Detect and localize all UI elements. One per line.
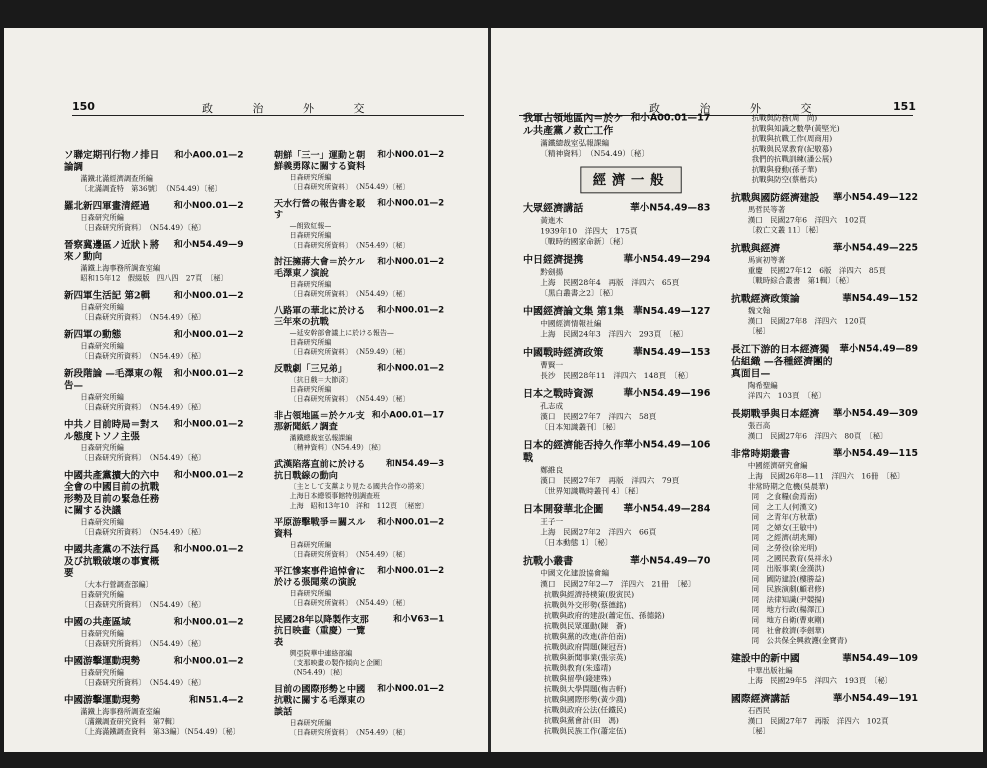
- call-number: 和小N00.01—2: [377, 684, 445, 694]
- catalog-entry: [523, 203, 710, 247]
- entry-detail: 〔日森研究所資料〕 （N54.49）〔秘〕: [289, 598, 410, 607]
- entry-detail: 〔日本知識叢刊〕〔秘〕: [540, 422, 621, 432]
- entry-detail: 石西民: [747, 706, 771, 716]
- series-volume: 抗戰與發動(孫子華): [751, 165, 818, 174]
- catalog-entry: [731, 192, 918, 235]
- entry-detail: 〔秘〕: [747, 727, 771, 736]
- call-number: 華小N54.49—89: [839, 343, 918, 355]
- catalog-entry: [274, 517, 444, 559]
- entry-title: 武漢陷落直前に於ける抗日戰線の動向: [274, 459, 366, 481]
- entry-detail: 非常時期之危機(吳晨華): [747, 482, 829, 491]
- entry-detail: 日森研究所編: [80, 213, 124, 222]
- catalog-entry: [274, 411, 444, 453]
- entry-detail: 〔滿鐵調查研究資料 第7輯〕: [80, 717, 180, 726]
- entry-detail: 日森研究所編: [289, 173, 332, 182]
- call-number: 華N54.49—109: [842, 653, 918, 664]
- call-number: 和小N00.01—2: [173, 368, 244, 379]
- entry-detail: （N54.49）〔秘〕: [289, 668, 347, 677]
- entry-detail: 中國文化建設協會編: [540, 569, 610, 578]
- entry-title: ソ聯定期刊行物ノ排日論調: [64, 150, 160, 173]
- series-volume: 同 之婦女(王敏中): [751, 523, 818, 532]
- entry-detail: 滿鐵總裁室弘報課編: [289, 433, 353, 442]
- entry-title: 新段階論 —毛澤東の報告—: [64, 368, 163, 392]
- entry-detail: 上海 民國24年3 洋四六 293頁 〔秘〕: [540, 330, 688, 339]
- catalog-entry: [274, 459, 444, 510]
- left-column-2: [274, 150, 444, 744]
- catalog-entry: [523, 440, 710, 496]
- series-volume: 抗戰與抗戰工作(周商用): [751, 134, 833, 143]
- entry-detail: 鄭維良: [540, 465, 564, 475]
- catalog-entry: [64, 656, 244, 688]
- entry-detail: 日森研究所編: [80, 518, 124, 527]
- entry-detail: 滿鐵總裁室弘報課編: [540, 138, 610, 148]
- catalog-entry: [64, 150, 244, 194]
- entry-detail: 漢口 民國27年6 洋四六 80頁 〔秘〕: [747, 431, 888, 441]
- entry-detail: 孔志成: [540, 401, 564, 411]
- entry-detail: 滿鐵上海事務所調查室編: [80, 707, 161, 716]
- entry-title: 中國共產黨擴大的六中全會の中國目前の抗戰形勢及目前の緊急任務に關する決議: [64, 470, 160, 517]
- catalog-entry: [731, 694, 918, 737]
- page-number: 150: [72, 100, 95, 113]
- entry-title: 中國共產黨の不法行爲及び抗戰破壞の事實概要: [64, 544, 160, 579]
- entry-title: 平江慘案事件追悼會に於ける張聞萊の演說: [274, 565, 366, 588]
- entry-title: 非占領地區＝於ケル支那新聞紙ノ調査: [274, 410, 365, 433]
- catalog-entry: [64, 201, 244, 233]
- entry-title: 抗戰與國防經濟建設: [731, 192, 820, 204]
- catalog-entry: [274, 150, 444, 192]
- entry-detail: 曹賢一: [540, 360, 564, 370]
- page-number: 151: [893, 100, 916, 113]
- catalog-entry: [64, 695, 244, 737]
- entry-detail: 王子一: [540, 517, 564, 527]
- entry-detail: 日森研究所編: [80, 629, 124, 638]
- entry-title: 非常時期叢書: [731, 448, 790, 460]
- call-number: 和小N00.01—2: [377, 517, 445, 527]
- catalog-entry: [64, 291, 244, 323]
- catalog-entry: [731, 408, 918, 441]
- running-title: 政 治 外 交: [202, 102, 383, 115]
- entry-detail: 上海 民國26年8—11 洋四六 16冊 〔秘〕: [747, 471, 905, 481]
- entry-title: 討汪擁蔣大會＝於ケル毛澤東ノ演說: [274, 256, 365, 279]
- entry-title: 目前の國際形勢と中國抗戰に關する毛澤東の談話: [274, 684, 366, 718]
- catalog-entry: [64, 330, 244, 362]
- catalog-entry: [731, 344, 918, 401]
- entry-detail: 〔大本行營調查部編〕: [80, 580, 153, 589]
- series-volume: 抗戰與黨的改進(許伯南): [544, 632, 627, 641]
- entry-detail: 〔日森研究所資料〕 （N54.49）〔秘〕: [289, 550, 410, 559]
- entry-detail: 中國經濟情報社編: [540, 319, 602, 329]
- entry-title: 中國の共產區域: [64, 617, 131, 628]
- series-volume: 同 地方行政(楊澤江): [751, 605, 825, 615]
- entry-detail: 〔日森研究所資料〕 （N54.49）〔秘〕: [289, 394, 410, 403]
- series-volume: 抗戰與新聞事業(張宗英): [544, 653, 627, 662]
- series-volume: 抗戰與留學(錢建殊): [544, 674, 612, 683]
- entry-title: 中國游擊運動現勢: [64, 695, 141, 706]
- series-volume: 抗戰與外交形勢(蔡德銘): [544, 600, 627, 610]
- catalog-entry: [274, 566, 444, 608]
- call-number: 華小N54.49—196: [623, 388, 711, 399]
- call-number: 華小N54.49—284: [623, 504, 711, 515]
- entry-detail: 漢口 民國27年6 洋四六 102頁: [747, 215, 867, 225]
- call-number: 和小N00.01—2: [377, 305, 445, 315]
- catalog-entry: [731, 293, 918, 336]
- series-volume: 抗戰與政府問題(陳冠吾): [544, 642, 627, 652]
- call-number: 和小A00.01—17: [630, 113, 711, 124]
- catalog-entry: [523, 254, 710, 298]
- call-number: 華N54.49—152: [842, 293, 918, 304]
- series-volume: 同 之勞役(徐光明): [751, 543, 818, 553]
- call-number: 華小N54.49—294: [623, 254, 711, 266]
- entry-title: 抗戰經濟政策論: [731, 293, 800, 305]
- entry-detail: 〔日本動態 1〕〔秘〕: [540, 538, 613, 548]
- series-volume: 同 之食糧(俞焉南): [751, 492, 818, 501]
- entry-detail: 日森研究所編: [289, 718, 332, 727]
- catalog-entry: [274, 305, 444, 356]
- entry-title: 反戰劇「三兄弟」: [274, 363, 347, 375]
- catalog-entry: [731, 449, 918, 646]
- entry-detail: 馬哲民等著: [747, 205, 786, 214]
- call-number: 和小N00.01—2: [377, 565, 445, 576]
- entry-title: 中日經濟提携: [523, 254, 584, 266]
- entry-detail: 日森研究所編: [80, 443, 124, 452]
- catalog-entry: [523, 504, 710, 548]
- entry-detail: 滿鐵上海事務所調查室編: [80, 264, 161, 273]
- entry-title: 日本開發華北企圖: [523, 504, 604, 516]
- left-running-head: [4, 100, 488, 120]
- entry-detail: 〔日森研究所資料〕 （N54.49）〔秘〕: [80, 678, 206, 687]
- entry-title: 抗戰與經濟: [731, 242, 781, 255]
- catalog-entry: [274, 615, 444, 678]
- entry-title: 日本之戰時資源: [523, 388, 594, 400]
- entry-detail: 〔抗日戲＝大節済〕: [289, 375, 353, 384]
- call-number: 華小N54.49—106: [623, 439, 711, 451]
- call-number: 和小A00.01—17: [371, 410, 445, 421]
- entry-detail: 〔精神資料〕（N54.49）〔秘〕: [289, 443, 386, 452]
- catalog-entry: [274, 684, 444, 737]
- entry-detail: 長沙 民國28年11 洋四六 148頁 〔秘〕: [540, 371, 693, 380]
- call-number: 和小V63—1: [393, 614, 445, 625]
- entry-detail: 陶希聖編: [747, 381, 778, 390]
- entry-detail: 上海 昭和13年10 洋和 112頁 〔秘密〕: [289, 501, 429, 510]
- entry-detail: 〔日森研究所資料〕 （N54.49）〔秘〕: [80, 528, 206, 537]
- entry-detail: 日森研究所編: [289, 589, 332, 598]
- series-volume: 抗戰與防務(周 尚): [751, 113, 818, 123]
- catalog-entry: [523, 556, 710, 737]
- catalog-entry: [64, 470, 244, 537]
- entry-detail: 〔日森研究所資料〕 （N54.49）〔秘〕: [80, 223, 206, 232]
- section-heading: 經濟一般: [580, 167, 681, 194]
- entry-title: 日本的經濟能否持久作戰: [523, 439, 624, 464]
- series-volume: 抗戰與大學問題(梅吉軒): [544, 684, 627, 694]
- catalog-entry: [523, 306, 710, 339]
- series-volume: 同 法律知識(尹競揚): [751, 595, 825, 604]
- series-volume: 同 公共保全興救護(金寶青): [751, 636, 848, 645]
- call-number: 和小N54.49—9: [173, 239, 244, 250]
- entry-detail: 黔劍揚: [540, 267, 564, 277]
- entry-detail: 〔世界知識戰時叢刊 4〕〔秘〕: [540, 486, 644, 496]
- call-number: 華N54.49—153: [633, 347, 711, 358]
- entry-detail: 〔北滿調査特 第36號〕 （N54.49）〔秘〕: [80, 184, 222, 193]
- call-number: 和小N00.01—2: [173, 617, 244, 628]
- entry-detail: 〔救亡文叢 11〕〔秘〕: [747, 226, 824, 235]
- series-volume: 抗戰與國際形勢(黃少鴻): [544, 695, 627, 704]
- series-volume: 同 之青年(方秋葦): [751, 513, 818, 522]
- entry-detail: 上海 民國28年4 再版 洋四六 65頁: [540, 278, 680, 288]
- entry-detail: 〔支那映畫の製作傾向と企圖〕: [289, 658, 387, 667]
- entry-detail: 〔日森研究所資料〕 （N54.49）〔秘〕: [289, 289, 410, 298]
- entry-detail: 日森研究所編: [289, 540, 332, 549]
- entry-title: 長江下游的日本經濟獨佔組織 —各種經濟團的真面目—: [731, 343, 833, 380]
- catalog-entry: [731, 653, 918, 686]
- series-volume: 同 民族演劇(顧君修): [751, 585, 825, 594]
- entry-detail: 上海 民國27年2 洋四六 66頁: [540, 527, 657, 537]
- call-number: 和N51.4—2: [189, 695, 244, 706]
- series-volume: 抗戰與黨會計(田 馮): [544, 716, 619, 725]
- entry-detail: 〔日森研究所資料〕 （N54.49）〔秘〕: [80, 403, 206, 412]
- entry-detail: 日森研究所編: [289, 280, 332, 289]
- entry-detail: 漢口 民國27年7 洋四六 58頁: [540, 412, 657, 421]
- entry-detail: 日森研究所編: [289, 231, 332, 240]
- right-column-2: [731, 113, 918, 744]
- call-number: 和小N00.01—2: [173, 329, 244, 340]
- entry-title: 天水行營の報告書を駁す: [274, 198, 366, 221]
- entry-title: 民國28年以降製作支那抗日映畫（重慶）一覽表: [274, 614, 369, 648]
- call-number: 和小N00.01—2: [173, 419, 244, 430]
- series-volume: 抗戰與教育(朱遠靖): [544, 663, 612, 673]
- catalog-entry: [274, 199, 444, 250]
- call-number: 和小N00.01—2: [173, 656, 244, 667]
- catalog-entry: [523, 347, 710, 380]
- entry-detail: 日森研究所編: [80, 590, 124, 599]
- call-number: 和小N00.01—2: [173, 290, 244, 301]
- series-volume: 同 出版事業(金漢洪): [751, 564, 825, 573]
- entry-detail: 中國經濟研究會編: [747, 461, 808, 471]
- entry-title: 建設中的新中國: [731, 653, 800, 665]
- entry-detail: 昭和15年12 假綴版 四八四 27頁 〔秘〕: [80, 274, 228, 283]
- entry-detail: 興亞院華中連絡部編: [289, 649, 353, 658]
- call-number: 和小N00.01—2: [377, 256, 445, 267]
- left-column-1: [64, 150, 244, 744]
- entry-detail: 漢口 民國27年7 再版 洋四六 102頁: [747, 716, 889, 726]
- call-number: 華小N54.49—122: [833, 192, 918, 203]
- call-number: 和小N00.01—2: [377, 363, 445, 374]
- entry-detail: 日森研究所編: [80, 393, 124, 402]
- entry-detail: 〔戰時綜合叢書 第1輯〕〔秘〕: [747, 276, 854, 286]
- entry-detail: 〔黑白叢書之2〕〔秘〕: [540, 288, 618, 298]
- call-number: 和小N00.01—2: [173, 200, 244, 211]
- call-number: 華小N54.49—191: [833, 693, 918, 704]
- entry-detail: 張百高: [747, 421, 771, 430]
- catalog-entry: [731, 243, 918, 286]
- entry-title: 抗戰小叢書: [523, 555, 574, 568]
- entry-detail: 〔日森研究所資料〕 （N54.49）〔秘〕: [80, 639, 206, 648]
- entry-title: 中國經濟論文集 第1集: [523, 306, 624, 318]
- series-volume: 抗戰與政府的建設(蕭定伍、孫德銘): [544, 611, 665, 620]
- entry-detail: —朗致紅報—: [289, 222, 332, 230]
- entry-detail: 上海 民國29年5 洋四六 193頁 〔秘〕: [747, 676, 893, 686]
- entry-detail: 滿鐵北滿經濟調查所編: [80, 174, 153, 183]
- entry-title: 晉察冀邊區ノ近狀ト將來ノ動向: [64, 239, 160, 263]
- entry-title: 羅北新四軍畫清經過: [64, 200, 150, 212]
- entry-detail: 〔戰時的國家命新〕〔秘〕: [540, 237, 629, 246]
- entry-detail: 日森研究所編: [80, 342, 124, 351]
- catalog-entry: [64, 369, 244, 413]
- entry-detail: 魏文翰: [747, 306, 771, 315]
- call-number: 華小N54.49—115: [833, 448, 918, 459]
- entry-detail: 漢口 民國27年7 再版 洋四六 79頁: [540, 476, 680, 485]
- right-page: [491, 28, 983, 752]
- catalog-entry: [523, 113, 710, 159]
- entry-detail: 日森研究所編: [80, 668, 124, 677]
- entry-title: 中國戰時經濟政策: [523, 347, 604, 359]
- call-number: 和小N00.01—2: [173, 470, 244, 481]
- entry-title: 中國游擊運動現勢: [64, 656, 141, 667]
- entry-title: 八路軍の華北に於ける三年來の抗戰: [274, 305, 366, 328]
- series-volume: 抗戰與民眾運動(陳 蒼): [544, 621, 627, 631]
- entry-detail: 〔日森研究所資料〕 （N59.49）〔秘〕: [289, 348, 410, 356]
- left-page: [4, 28, 488, 752]
- catalog-entry: [64, 544, 244, 609]
- entry-detail: 〔日森研究所資料〕 （N54.49）〔秘〕: [80, 453, 206, 462]
- entry-detail: 日森研究所編: [289, 385, 332, 394]
- series-volume: 同 社會救濟(李劍華): [751, 626, 825, 635]
- entry-detail: 洋四六 103頁 〔秘〕: [747, 391, 826, 400]
- entry-detail: 〔秘〕: [747, 327, 771, 336]
- entry-detail: 1939年10 洋四大 175頁: [540, 226, 638, 236]
- header-rule: [72, 115, 464, 116]
- entry-detail: 〔日森研究所資料〕 （N54.49）〔秘〕: [289, 183, 410, 191]
- entry-title: 大眾經濟講話: [523, 202, 584, 215]
- series-volume: 同 之工人(何漢文): [751, 502, 818, 512]
- series-volume: 同 地方自衛(曹東剛): [751, 615, 825, 625]
- entry-detail: 中華出版社編: [747, 666, 793, 675]
- entry-title: 中共ノ目前時局＝對スル態度トソノ主張: [64, 419, 160, 443]
- entry-title: 平原游擊戰爭＝關スル資料: [274, 517, 366, 540]
- entry-title: 國際經濟講話: [731, 693, 790, 705]
- call-number: 和小N00.01—2: [377, 198, 445, 209]
- series-volume: 抗戰與民族工作(蕭定伍): [544, 726, 627, 736]
- series-volume: 抗戰與經濟持樸策(殷寅民): [544, 590, 635, 599]
- catalog-entry: [64, 419, 244, 463]
- running-title: 政 治 外 交: [649, 102, 830, 115]
- call-number: 華小N54.49—309: [833, 408, 918, 419]
- entry-detail: 〔日森研究所資料〕 （N54.49）〔秘〕: [80, 352, 206, 361]
- entry-detail: 〔精神資料〕 （N54.49）〔秘〕: [540, 149, 650, 158]
- entry-detail: 〔日森研究所資料〕 （N54.49）〔秘〕: [289, 728, 410, 737]
- entry-detail: 〔上海滿鐵調查資料 第33編〕（N54.49）〔秘〕: [80, 727, 241, 736]
- entry-detail: 〔日森研究所資料〕 （N54.49）〔秘〕: [80, 313, 206, 322]
- catalog-entry: [64, 240, 244, 284]
- right-column-1: [523, 113, 710, 744]
- entry-detail: 漢口 民國27年2—7 洋四六 21冊 〔秘〕: [540, 579, 696, 589]
- catalog-entry: [64, 617, 244, 649]
- series-volume: 抗戰與民眾教育(紀敬慕): [751, 144, 833, 154]
- entry-detail: 日森研究所編: [80, 303, 124, 312]
- series-volume: 我們的抗戰訓練(潘公展): [751, 155, 833, 164]
- entry-title: 我軍占領地區內＝於ケル共產黨ノ救亡工作: [523, 113, 624, 137]
- series-volume: 抗戰與知識之數學(黃堅光): [751, 124, 840, 133]
- call-number: 華小N54.49—225: [833, 242, 918, 254]
- call-number: 華N54.49—127: [633, 306, 711, 317]
- call-number: 和N54.49—3: [386, 459, 445, 469]
- catalog-entry: [523, 388, 710, 432]
- series-volume: 抗戰與政府公法(任鐵民): [544, 705, 627, 715]
- entry-detail: 〔日森研究所資料〕 （N54.49）〔秘〕: [80, 600, 206, 609]
- entry-detail: 〔主として支黨より見たる國共合作の將來〕: [289, 482, 429, 491]
- entry-title: 朝鮮「三一」運動と朝鮮義勇隊に關する資料: [274, 150, 366, 172]
- entry-detail: 馬寅初等著: [747, 256, 786, 265]
- entry-detail: 漢口 民國27年8 洋四六 120頁: [747, 316, 867, 326]
- entry-detail: 黃進木: [540, 216, 564, 225]
- call-number: 和小N00.01—2: [377, 150, 445, 160]
- entry-detail: —延安幹部會議上に於ける報告—: [289, 328, 394, 337]
- call-number: 和小N00.01—2: [173, 544, 244, 555]
- series-volume: 抗戰與防空(蔡楷兵): [751, 175, 818, 185]
- entry-detail: 〔日森研究所資料〕 （N54.49）〔秘〕: [289, 241, 410, 249]
- catalog-entry: [274, 364, 444, 404]
- call-number: 和小A00.01—2: [174, 150, 244, 160]
- entry-title: 新四軍の動態: [64, 329, 122, 341]
- catalog-entry: [274, 257, 444, 299]
- entry-detail: 重慶 民國27年12 6版 洋四六 85頁: [747, 266, 886, 275]
- series-volume: 同 之經濟(胡兆輝): [751, 533, 818, 543]
- series-volume: 同 國防建設(樓勝益): [751, 574, 825, 584]
- entry-title: 新四軍生活記 第2輯: [64, 290, 151, 302]
- entry-title: 長期戰爭與日本經濟: [731, 408, 820, 420]
- call-number: 華小N54.49—70: [630, 555, 711, 567]
- entry-detail: 日森研究所編: [289, 338, 332, 347]
- call-number: 華小N54.49—83: [630, 202, 711, 214]
- entry-detail: 上海日本總領事館特別調查班: [289, 492, 380, 500]
- series-volume: 同 之國民教育(吳祥永): [751, 554, 833, 563]
- catalog-entry: [731, 113, 918, 185]
